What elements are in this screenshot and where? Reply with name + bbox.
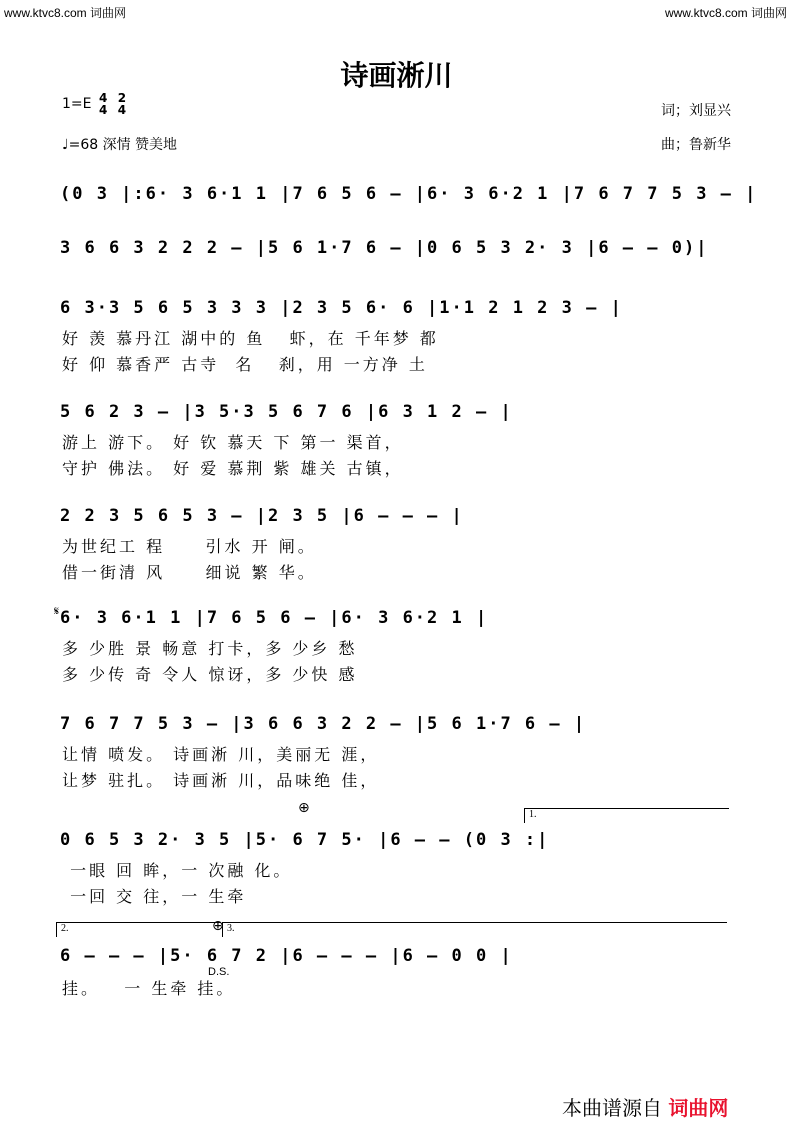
time-signature-4-4: 4 4: [98, 91, 108, 117]
ds-marking: D.S.: [208, 966, 230, 978]
key-signature: [62, 92, 129, 116]
notation-line-7: 7 6 7 7 5 3 – |3 6 6 3 2 2 – |5 6 1·7 6 – |: [60, 714, 587, 734]
notation-line-4: 5 6 2 3 – |3 5·3 5 6 7 6 |6 3 1 2 – |: [60, 402, 513, 422]
lyrics-line-6b: 多 少传 奇 令人 惊讶，多 少快 感: [62, 665, 358, 684]
quarter-note-icon: ♩: [62, 137, 69, 153]
song-title: 诗画淅川: [340, 59, 453, 92]
key-label: 1=E: [62, 96, 92, 112]
source-site-link[interactable]: 词曲网: [668, 1096, 729, 1120]
time-signature-2-4: 2 4: [117, 91, 127, 117]
source-label: 本曲谱源自: [562, 1096, 662, 1120]
coda-icon: ⊕: [298, 800, 310, 816]
site-watermark-left[interactable]: www.ktvc8.com 词曲网: [4, 6, 127, 20]
notation-line-5: 2 2 3 5 6 5 3 – |2 3 5 |6 – – – |: [60, 506, 464, 526]
lyrics-line-7a: 让情 喷发。 诗画淅 川，美丽无 涯，: [62, 745, 380, 764]
source-footer: [562, 1092, 728, 1121]
notation-line-2: 3 6 6 3 2 2 2 – |5 6 1·7 6 – |0 6 5 3 2· 3 |6 – – 0)|: [60, 238, 709, 258]
lyrics-line-3b: 好 仰 慕香严 古寺 名 刹，用 一方净 土: [62, 355, 428, 374]
notation-line-3: 6 3·3 5 6 5 3 3 3 |2 3 5 6· 6 |1·1 2 1 2 3 – |: [60, 298, 623, 318]
site-watermark-right[interactable]: www.ktvc8.com 词曲网: [664, 6, 787, 20]
lyrics-line-5a: 为世纪工 程 引水 开 闸。: [62, 537, 317, 556]
lyrics-line-4b: 守护 佛法。 好 爱 慕荆 紫 雄关 古镇，: [62, 459, 404, 478]
notation-line-9: 6 – – – |5· 6 7 2 |6 – – – |6 – 0 0 |: [60, 946, 513, 966]
lyrics-line-5b: 借一街清 风 细说 繁 华。: [62, 563, 317, 582]
notation-line-8: 0 6 5 3 2· 3 5 |5· 6 7 5· |6 – – (0 3 :|: [60, 830, 550, 850]
lyrics-line-9a: 挂。 一 生牵 挂。: [62, 979, 236, 998]
lyrics-line-7b: 让梦 驻扎。 诗画淅 川，品味绝 佳，: [62, 771, 380, 790]
volta-1: 1.: [524, 808, 729, 823]
lyrics-line-8b: 一回 交 往，一 生牵: [62, 887, 247, 906]
notation-line-1: (0 3 |:6· 3 6·1 1 |7 6 5 6 – |6· 3 6·2 1 |7 6 7 7 5 3 – |: [60, 184, 758, 204]
notation-line-6: 6· 3 6·1 1 |7 6 5 6 – |6· 3 6·2 1 |: [60, 608, 489, 628]
coda-icon-2: ⊕: [212, 918, 224, 934]
volta-2: 2.: [56, 922, 221, 937]
lyrics-line-3a: 好 羡 慕丹江 湖中的 鱼 虾，在 千年梦 都: [62, 329, 439, 348]
lyrics-line-4a: 游上 游下。 好 钦 慕天 下 第一 渠首，: [62, 433, 404, 452]
lyricist: 词；刘显兴: [661, 103, 731, 119]
tempo-marking: ♩=68 深情 赞美地: [62, 137, 178, 153]
lyrics-line-6a: 多 少胜 景 畅意 打卡，多 少乡 愁: [62, 639, 358, 658]
volta-3: 3.: [222, 922, 727, 937]
segno-icon: 𝄋: [54, 604, 60, 618]
lyrics-line-8a: 一眼 回 眸，一 次融 化。: [62, 861, 293, 880]
composer: 曲；鲁新华: [661, 137, 731, 153]
